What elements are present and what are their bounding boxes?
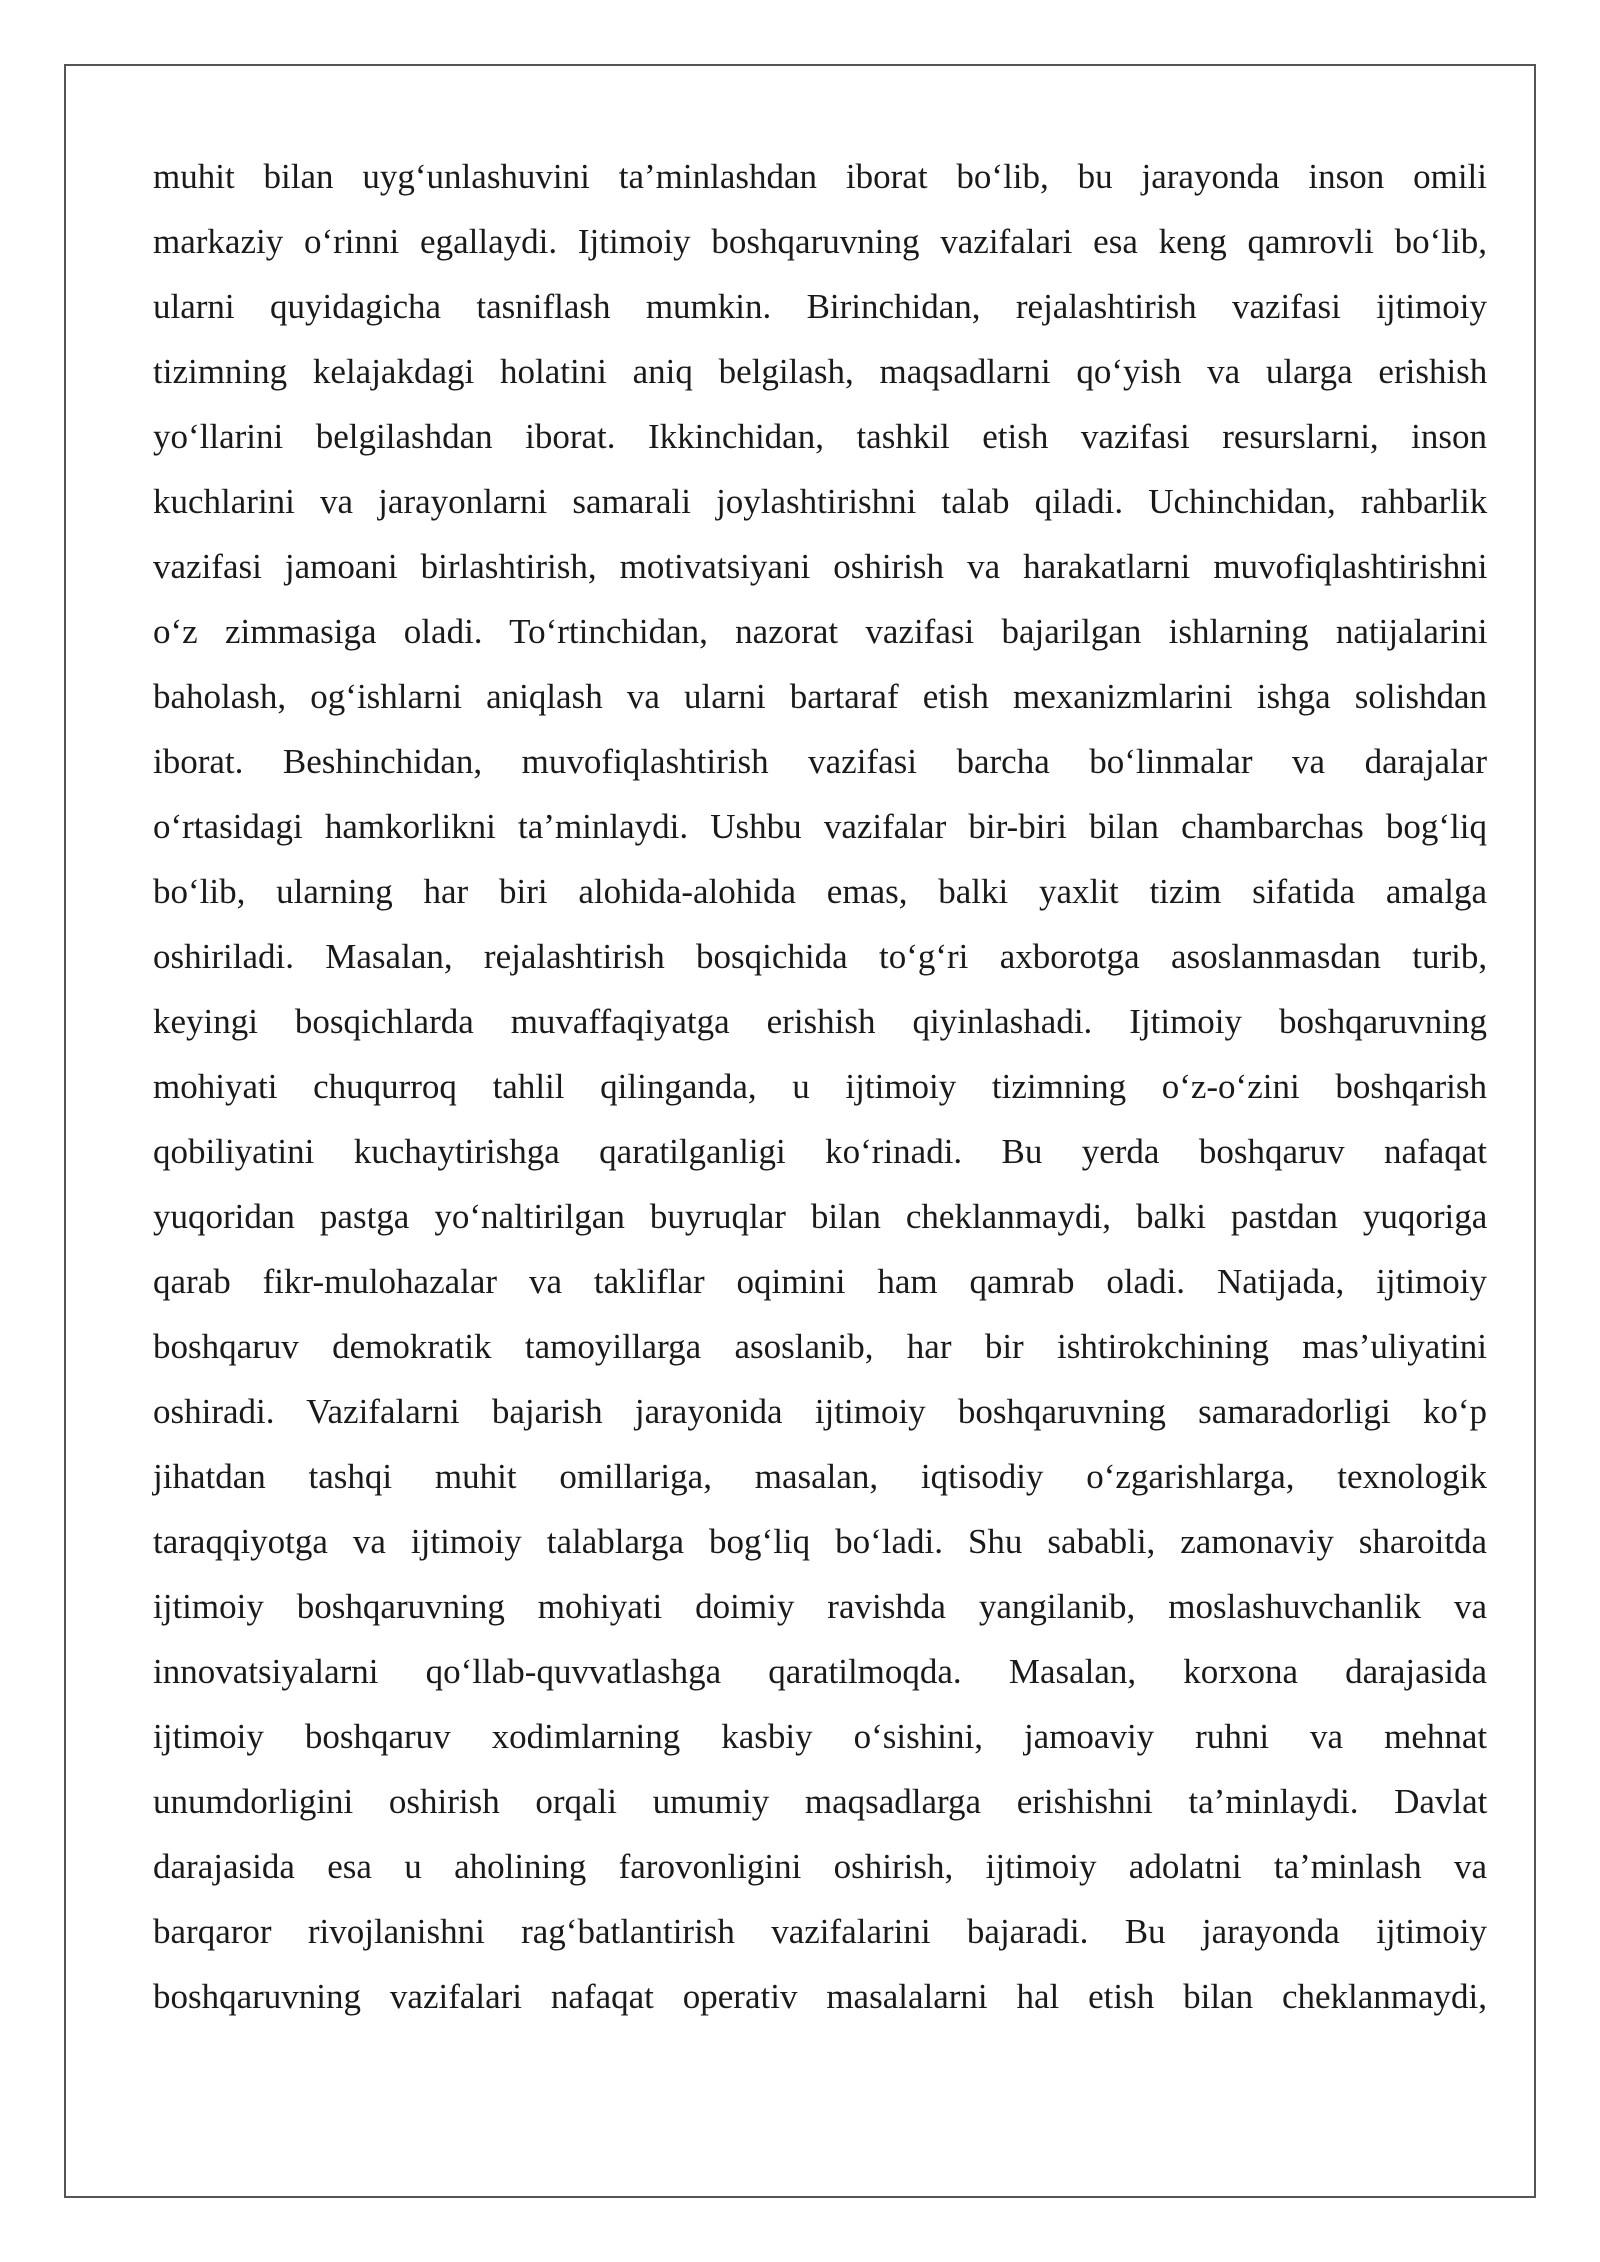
text-line: boshqaruv demokratik tamoyillarga asoslanib, har bir ishtirokchining mas’uliyatini	[153, 1327, 1487, 1366]
body-text	[153, 144, 1487, 2029]
text-line: baholash, og‘ishlarni aniqlash va ularni bartaraf etish mexanizmlarini ishga solishdan	[153, 677, 1487, 716]
text-line: unumdorligini oshirish orqali umumiy maqsadlarga erishishni ta’minlaydi. Davlat	[153, 1782, 1488, 1821]
text-line: oshiradi. Vazifalarni bajarish jarayonida ijtimoiy boshqaruvning samaradorligi ko‘p	[153, 1392, 1487, 1431]
text-line: ijtimoiy boshqaruv xodimlarning kasbiy o‘sishini, jamoaviy ruhni va mehnat	[153, 1717, 1488, 1756]
text-line: jihatdan tashqi muhit omillariga, masalan, iqtisodiy o‘zgarishlarga, texnologik	[153, 1457, 1487, 1496]
text-line: ularni quyidagicha tasniflash mumkin. Birinchidan, rejalashtirish vazifasi ijtimoiy	[153, 287, 1487, 326]
text-line: bo‘lib, ularning har biri alohida-alohida emas, balki yaxlit tizim sifatida amalga	[153, 872, 1487, 911]
text-line: boshqaruvning vazifalari nafaqat operativ masalalarni hal etish bilan cheklanmaydi,	[153, 1977, 1488, 2016]
text-line: markaziy o‘rinni egallaydi. Ijtimoiy boshqaruvning vazifalari esa keng qamrovli bo‘lib,	[153, 222, 1487, 261]
text-line: oshiriladi. Masalan, rejalashtirish bosqichida to‘g‘ri axborotga asoslanmasdan turib,	[153, 937, 1488, 976]
text-line: o‘z zimmasiga oladi. To‘rtinchidan, nazorat vazifasi bajarilgan ishlarning natijalarini	[153, 612, 1488, 651]
text-line: barqaror rivojlanishni rag‘batlantirish vazifalarini bajaradi. Bu jarayonda ijtimoiy	[153, 1912, 1488, 1951]
text-line: vazifasi jamoani birlashtirish, motivatsiyani oshirish va harakatlarni muvofiqlashtirishni	[153, 547, 1488, 586]
text-line: o‘rtasidagi hamkorlikni ta’minlaydi. Ushbu vazifalar bir-biri bilan chambarchas bog‘liq	[153, 807, 1487, 846]
text-line: yo‘llarini belgilashdan iborat. Ikkinchidan, tashkil etish vazifasi resurslarni, inson	[153, 417, 1488, 456]
text-line: darajasida esa u aholining farovonligini oshirish, ijtimoiy adolatni ta’minlash va	[153, 1847, 1487, 1886]
text-line: muhit bilan uyg‘unlashuvini ta’minlashdan iborat bo‘lib, bu jarayonda inson omili	[153, 157, 1487, 196]
text-line: kuchlarini va jarayonlarni samarali joylashtirishni talab qiladi. Uchinchidan, rahbarlik	[153, 482, 1488, 521]
text-line: tizimning kelajakdagi holatini aniq belgilash, maqsadlarni qo‘yish va ularga erishish	[153, 352, 1488, 391]
text-line: ijtimoiy boshqaruvning mohiyati doimiy ravishda yangilanib, moslashuvchanlik va	[153, 1587, 1487, 1626]
text-line: taraqqiyotga va ijtimoiy talablarga bog‘liq bo‘ladi. Shu sababli, zamonaviy sharoitda	[153, 1522, 1488, 1561]
text-line: innovatsiyalarni qo‘llab-quvvatlashga qaratilmoqda. Masalan, korxona darajasida	[153, 1652, 1487, 1691]
text-line: yuqoridan pastga yo‘naltirilgan buyruqlar bilan cheklanmaydi, balki pastdan yuqoriga	[153, 1197, 1488, 1236]
text-line: iborat. Beshinchidan, muvofiqlashtirish vazifasi barcha bo‘linmalar va darajalar	[153, 742, 1487, 781]
text-line: qobiliyatini kuchaytirishga qaratilganligi ko‘rinadi. Bu yerda boshqaruv nafaqat	[153, 1132, 1487, 1171]
text-line: keyingi bosqichlarda muvaffaqiyatga erishish qiyinlashadi. Ijtimoiy boshqaruvning	[153, 1002, 1487, 1041]
text-line: mohiyati chuqurroq tahlil qilinganda, u ijtimoiy tizimning o‘z-o‘zini boshqarish	[153, 1067, 1487, 1106]
text-line: qarab fikr-mulohazalar va takliflar oqimini ham qamrab oladi. Natijada, ijtimoiy	[153, 1262, 1487, 1301]
